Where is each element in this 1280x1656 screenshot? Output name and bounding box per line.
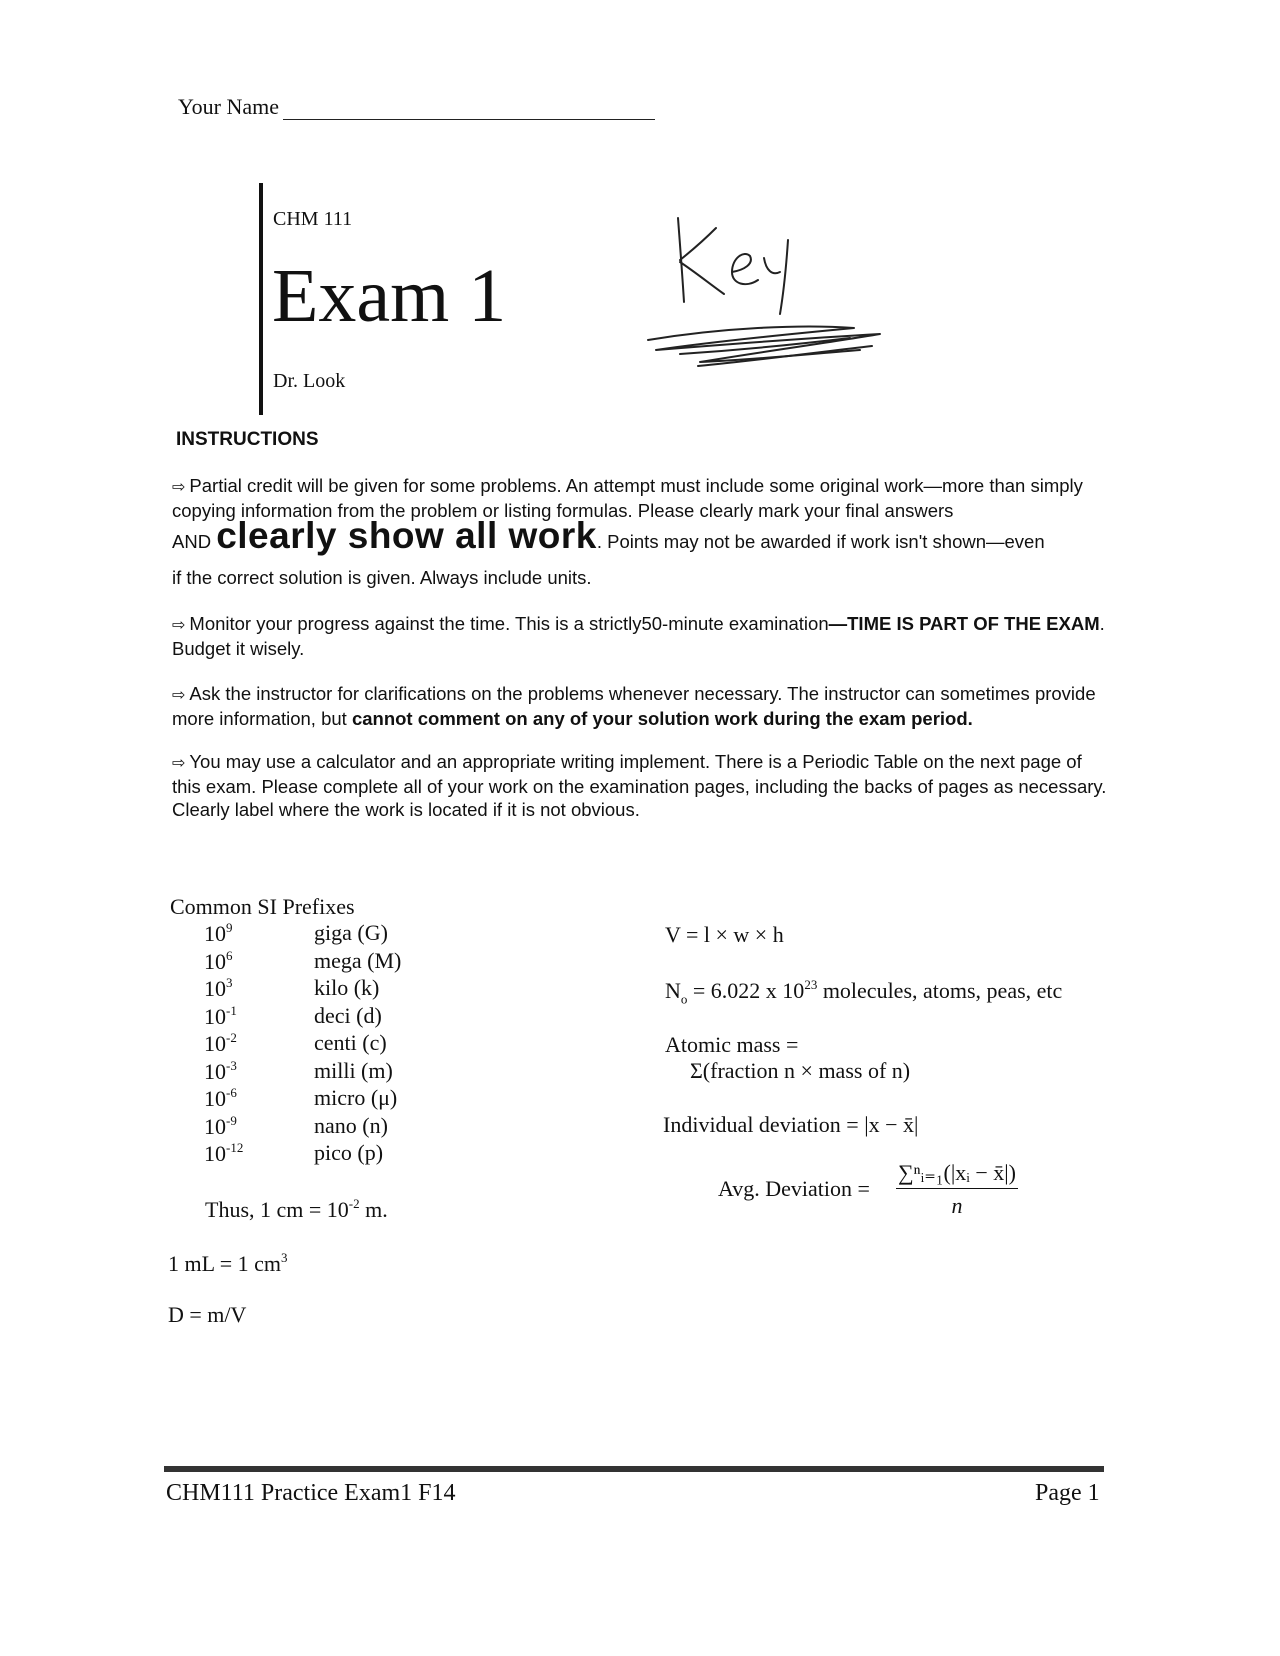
- instruction-clarifications: [172, 682, 1112, 730]
- avg-deviation-fraction: [896, 1160, 1018, 1219]
- avogadro-formula: $N_o = 6.022$ x $10^{23}$ molecules, atoms, peas, etc: [665, 977, 1063, 1007]
- exam-title: Exam 1: [272, 254, 507, 338]
- name-blank-line: [283, 97, 655, 120]
- name-field-row: [178, 94, 655, 120]
- atomic-mass-label: Atomic mass =: [665, 1032, 799, 1057]
- instruction-text: You may use a calculator and an appropriate writing implement. There is a Periodic Table on the next page of this exam. Please complete all of your work on the examination pages, including the backs of pages as necessary. Clearly label where the work is located if it is not obvious.: [172, 751, 1107, 820]
- fraction-denominator: n: [951, 1193, 963, 1218]
- instruction-text: . Budget it wisely.: [172, 613, 1105, 659]
- instruction-text: Monitor your progress against the time. This is a strictly50-minute examination: [189, 613, 829, 634]
- instruction-time: [172, 612, 1112, 660]
- avg-deviation-label: Avg. Deviation =: [718, 1176, 870, 1201]
- arrow-icon: ⇨: [172, 479, 186, 496]
- ml-conversion: 1 mL = 1 $cm^3$: [168, 1250, 288, 1276]
- instruction-bold-text: cannot comment on any of your solution work during the exam period.: [351, 708, 973, 729]
- and-word: AND: [172, 531, 212, 552]
- prefix-table-title: Common SI Prefixes: [170, 894, 355, 919]
- footer-course-info: CHM111 Practice Exam1 F14: [166, 1480, 456, 1506]
- volume-formula: V = l × w × h: [665, 922, 784, 947]
- page-number: Page 1: [1035, 1480, 1100, 1506]
- course-code: CHM 111: [273, 208, 353, 230]
- arrow-icon: ⇨: [172, 755, 186, 772]
- cm-conversion: Thus, 1 cm = $10^{-2}$ m.: [205, 1196, 388, 1222]
- title-bar-rule: [259, 183, 263, 415]
- individual-deviation-formula: Individual deviation = |x − x̄|: [663, 1112, 919, 1137]
- instruction-text: Partial credit will be given for some problems. An attempt must include some original work—more than simply copying information from the problem or listing formulas. Please clearly mark your final answers: [172, 475, 1083, 521]
- instruction-text: Ask the instructor for clarifications on the problems whenever necessary. The instructor can sometimes provide more information, but: [172, 683, 1096, 729]
- instructor-name: Dr. Look: [273, 370, 346, 392]
- fraction-numerator: ∑ⁿᵢ₌₁(|xᵢ − x̄|): [896, 1160, 1018, 1189]
- instructions-heading: INSTRUCTIONS: [176, 429, 319, 450]
- atomic-mass-formula: Σ(fraction n × mass of n): [690, 1058, 911, 1083]
- handwritten-key-mark: [640, 210, 960, 400]
- instruction-calculator: [172, 750, 1112, 821]
- instruction-show-work: [172, 515, 1112, 556]
- arrow-icon: ⇨: [172, 687, 186, 704]
- instruction-text: . Points may not be awarded if work isn't shown—even: [596, 531, 1045, 552]
- density-formula: D = m/V: [168, 1302, 247, 1327]
- arrow-icon: ⇨: [172, 617, 186, 634]
- name-label: Your Name: [178, 94, 280, 119]
- instruction-bold-text: —TIME IS PART OF THE EXAM: [828, 613, 1100, 634]
- emphasis-show-all-work: clearly show all work: [216, 515, 597, 556]
- footer-rule: [164, 1466, 1104, 1472]
- instruction-units: if the correct solution is given. Always include units.: [172, 567, 592, 588]
